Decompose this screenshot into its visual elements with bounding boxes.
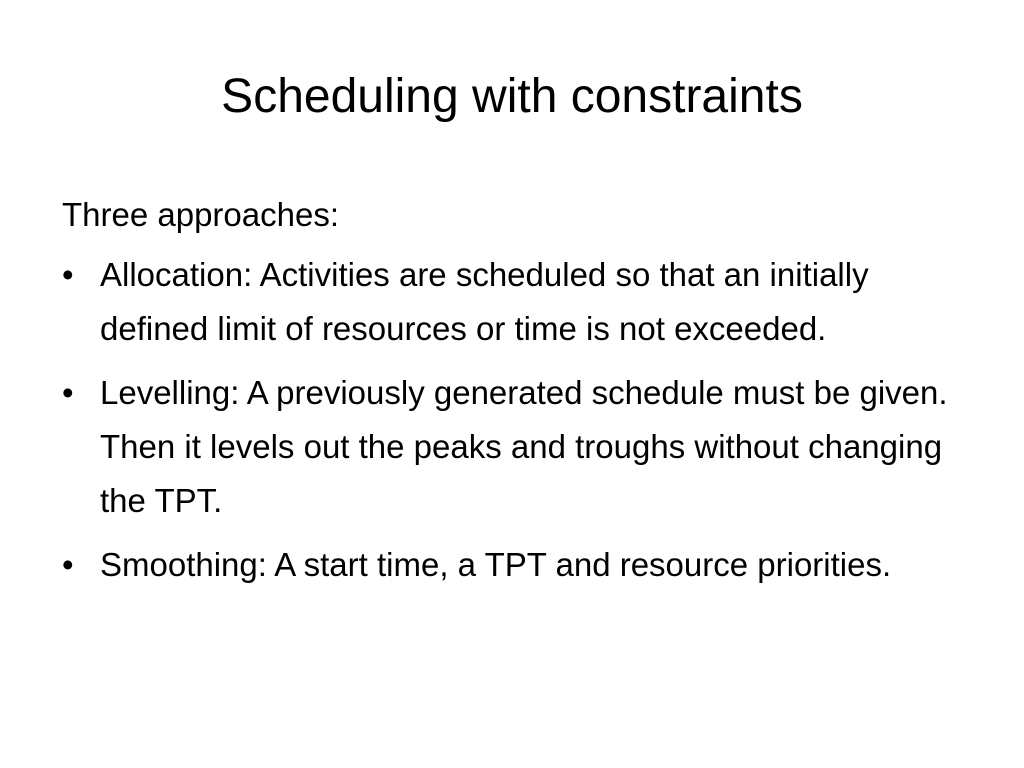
slide-body — [62, 188, 962, 602]
slide-title: Scheduling with constraints — [221, 70, 803, 123]
bullet-item-levelling — [62, 366, 962, 528]
bullet-icon: • — [62, 546, 74, 583]
bullet-text: Smoothing: A start time, a TPT and resource priorities. — [100, 546, 892, 583]
intro-text: Three approaches: — [62, 196, 340, 233]
bullet-icon: • — [62, 374, 74, 411]
bullet-item-smoothing — [62, 538, 962, 592]
bullet-text: Levelling: A previously generated schedule must be given. Then it levels out the peaks and troughs without changing the TPT. — [100, 374, 948, 519]
bullet-text: Allocation: Activities are scheduled so that an initially defined limit of resources or time is not exceeded. — [100, 256, 869, 347]
bullet-item-allocation — [62, 248, 962, 356]
bullet-list — [62, 248, 962, 592]
bullet-icon: • — [62, 256, 74, 293]
